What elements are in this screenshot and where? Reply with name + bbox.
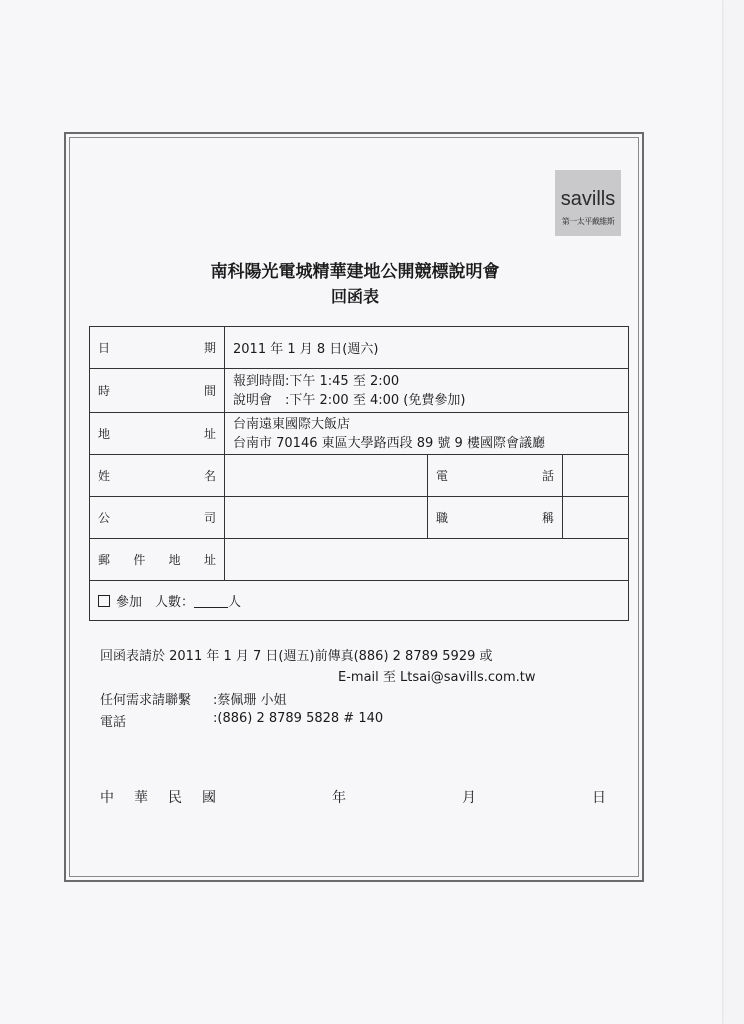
- headcount-blank[interactable]: [194, 595, 228, 608]
- attend-checkbox[interactable]: [98, 595, 110, 607]
- place-line-1: 台南遠東國際大飯店: [233, 416, 351, 432]
- reply-instructions-line-2: E-mail 至 Ltsai@savills.com.tw: [338, 670, 536, 685]
- name-field[interactable]: [225, 455, 428, 497]
- row-time: [90, 369, 629, 413]
- year-label: 年: [332, 790, 346, 806]
- row-mail-address: [90, 539, 629, 581]
- attend-cell: [90, 581, 629, 621]
- phone-label: 電 話: [428, 455, 563, 497]
- row-name-phone: [90, 455, 629, 497]
- company-label: 公 司: [90, 497, 225, 539]
- savills-logo: [555, 170, 621, 236]
- time-line-1: 報到時間:下午 1:45 至 2:00: [233, 373, 400, 389]
- signature-date-row: [100, 787, 606, 807]
- roc-era-label: 中 華 民 國: [100, 790, 216, 806]
- page-title: 南科陽光電城精華建地公開競標說明會: [210, 262, 500, 282]
- attend-label: 參加 人數：: [116, 595, 195, 610]
- contact-label: 任何需求請聯繫: [100, 693, 192, 708]
- contact-value: :蔡佩珊 小姐: [213, 693, 287, 708]
- mail-address-label: 郵 件 地 址: [90, 539, 225, 581]
- company-field[interactable]: [225, 497, 428, 539]
- row-attend: [90, 581, 629, 621]
- mail-address-field[interactable]: [225, 539, 629, 581]
- date-label: 日 期: [90, 327, 225, 369]
- day-label: 日: [592, 790, 606, 806]
- place-line-2: 台南市 70146 東區大學路西段 89 號 9 樓國際會議廳: [233, 435, 545, 451]
- month-label: 月: [462, 790, 476, 806]
- phone-note-label: 電話: [100, 715, 127, 730]
- time-label: 時 間: [90, 369, 225, 413]
- date-value: 2011 年 1 月 8 日(週六): [225, 327, 629, 369]
- phone-field[interactable]: [563, 455, 629, 497]
- place-label: 地 址: [90, 413, 225, 455]
- attend-unit: 人: [228, 595, 242, 610]
- job-title-label: 職 稱: [428, 497, 563, 539]
- reply-instructions-line-1: 回函表請於 2011 年 1 月 7 日(週五)前傳真(886) 2 8789 5929 或: [100, 649, 493, 664]
- time-value: [225, 369, 629, 413]
- time-line-2: 說明會 :下午 2:00 至 4:00 (免費參加): [233, 392, 466, 408]
- logo-subtitle: 第一太平戴維斯: [561, 217, 615, 226]
- phone-note-value: :(886) 2 8789 5828 # 140: [213, 711, 384, 726]
- job-title-field[interactable]: [563, 497, 629, 539]
- name-label: 姓 名: [90, 455, 225, 497]
- row-company-title: [90, 497, 629, 539]
- reply-form-table: [89, 326, 629, 621]
- page-subtitle: 回函表: [330, 287, 379, 306]
- logo-brand: savills: [560, 188, 616, 210]
- place-value: [225, 413, 629, 455]
- row-place: [90, 413, 629, 455]
- row-date: [90, 327, 629, 369]
